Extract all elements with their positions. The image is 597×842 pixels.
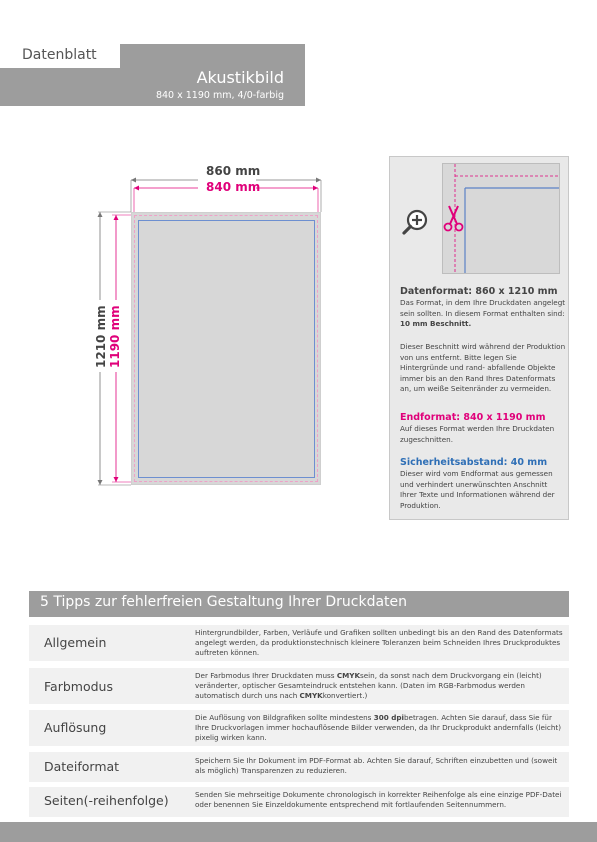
aufloesung-text-1: Die Auflösung von Bildgrafiken sollte mindestens bbox=[195, 713, 374, 722]
data-format-bleed-note: 10 mm Beschnitt. bbox=[400, 319, 472, 328]
product-title: Akustikbild bbox=[196, 68, 284, 87]
product-subtitle: 840 x 1190 mm, 4/0-farbig bbox=[155, 90, 284, 101]
data-format-info bbox=[400, 286, 566, 330]
farbmodus-text-3: konvertiert.) bbox=[322, 691, 368, 701]
farbmodus-text-2: sein, da sonst nach dem Druckvorgang ein (leicht) veränderter, optischer Gesamteindruck entstehen kann. (Daten im RGB-Farbmodus werden automatisch durch uns nach bbox=[195, 671, 542, 701]
bleed-info: Dieser Beschnitt wird während der Produktion von uns entfernt. Bitte legen Sie Hintergründe und rand- abfallende Objekte immer bis an den Rand Ihres Datenformats an, um weiße Seitenränder zu vermeiden. bbox=[400, 342, 566, 393]
data-height-label: 1210 mm bbox=[94, 305, 108, 368]
data-format-heading: Datenformat: 860 x 1210 mm bbox=[400, 286, 558, 297]
zoom-in-icon bbox=[401, 208, 429, 236]
data-width-label: 860 mm bbox=[206, 164, 261, 178]
final-height-label: 1190 mm bbox=[108, 305, 122, 368]
tip-text-dateiformat: Speichern Sie Ihr Dokument im PDF-Format ab. Achten Sie darauf, Schriften einzubetten und (soweit als möglich) Transparenzen zu reduzieren. bbox=[195, 756, 558, 776]
end-format-heading: Endformat: 840 x 1190 mm bbox=[400, 412, 546, 423]
safety-margin-area bbox=[138, 220, 315, 478]
tips-title: 5 Tipps zur fehlerfreien Gestaltung Ihrer Druckdaten bbox=[40, 594, 408, 610]
tip-label-farbmodus: Farbmodus bbox=[44, 679, 113, 694]
tip-label-aufloesung: Auflösung bbox=[44, 720, 107, 735]
safety-margin-info bbox=[400, 457, 566, 511]
farbmodus-cmyk-2: CMYK bbox=[299, 691, 323, 701]
aufloesung-dpi: 300 dpi bbox=[373, 713, 404, 722]
final-width-label: 840 mm bbox=[206, 180, 261, 194]
end-format-description: Auf dieses Format werden Ihre Druckdaten zugeschnitten. bbox=[400, 424, 555, 444]
tip-text-allgemein: Hintergrundbilder, Farben, Verläufe und Grafiken sollten unbedingt bis an den Rand des Datenformats angelegt werden, da produktionstechnisch kleinere Toleranzen beim Schneiden Ihres Druckproduktes auftreten können. bbox=[195, 628, 563, 658]
scissors-icon bbox=[442, 204, 466, 234]
tip-text-aufloesung bbox=[195, 713, 565, 744]
footer-band bbox=[0, 822, 597, 842]
tip-text-farbmodus bbox=[195, 671, 565, 702]
farbmodus-text-1: Der Farbmodus Ihrer Druckdaten muss bbox=[195, 671, 337, 680]
tip-label-seiten: Seiten(-reihenfolge) bbox=[44, 793, 169, 808]
farbmodus-cmyk-1: CMYK bbox=[336, 671, 361, 680]
tip-label-allgemein: Allgemein bbox=[44, 635, 107, 650]
data-format-description: Das Format, in dem Ihre Druckdaten angelegt sein sollten. In diesem Format enthalten sind: bbox=[400, 298, 566, 318]
tip-text-seiten: Senden Sie mehrseitige Dokumente chronologisch in korrekter Reihenfolge als eine einzige PDF-Datei oder benennen Sie Einzeldokumente entsprechend mit fortlaufenden Seitennummern. bbox=[195, 790, 562, 810]
safety-margin-description: Dieser wird vom Endformat aus gemessen und verhindert unerwünschten Anschnitt Ihrer Texte und Informationen während der Produktion. bbox=[400, 469, 555, 510]
safety-margin-heading: Sicherheitsabstand: 40 mm bbox=[400, 457, 548, 468]
aufloesung-text-2: betragen. Achten Sie darauf, dass Sie für Ihre Druckvorlagen immer hochauflösende Bilder verwenden, da Ihr Druckprodukt andernfalls (leicht) pixelig wirken kann. bbox=[195, 713, 562, 743]
tip-label-dateiformat: Dateiformat bbox=[44, 759, 120, 774]
datasheet-tab-label: Datenblatt bbox=[22, 47, 97, 63]
end-format-info bbox=[400, 412, 566, 445]
